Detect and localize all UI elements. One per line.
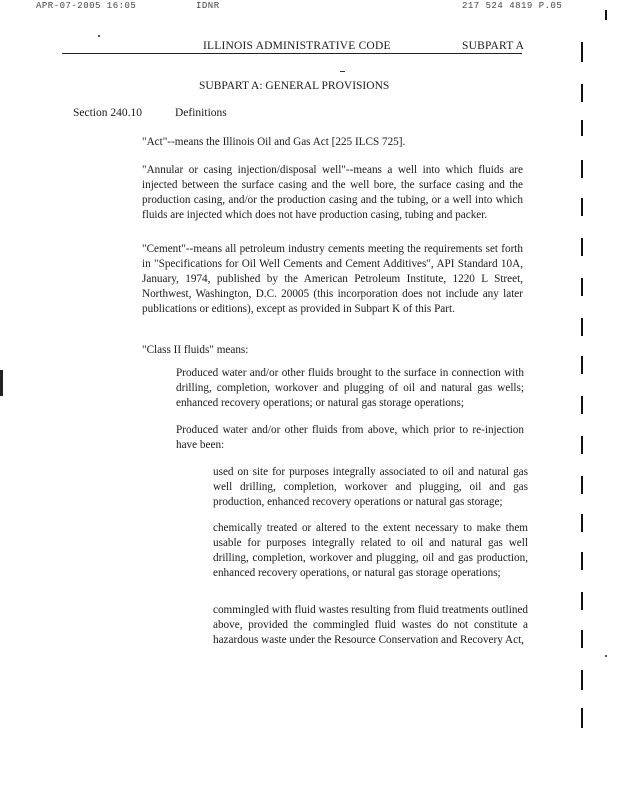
fax-date-time: APR-07-2005 16:05 (36, 1, 137, 11)
scan-edge-mark (605, 10, 607, 20)
subpart-label: SUBPART A (462, 40, 525, 52)
scan-edge-mark (581, 552, 583, 570)
fax-sender: IDNR (196, 1, 220, 11)
reinjection-subitem-chemically-treated: chemically treated or altered to the extent necessary to make them usable for purposes integrally related to oil and natural gas well drilling, completion, workover and plugging, oil and gas production, enhanced recovery operations, or natural gas storage operations; (213, 522, 528, 579)
definition-annular-well: "Annular or casing injection/disposal well"--means a well into which fluids are injected between the surface casing and the well bore, the surface casing and the production casing, and/or the production casing and the tubing, or a well into which fluids are injected which does not have production casing, tubing and packer. (142, 164, 523, 221)
scan-edge-mark (581, 42, 583, 62)
scan-edge-mark (581, 318, 583, 336)
code-title: ILLINOIS ADMINISTRATIVE CODE (203, 40, 391, 52)
reinjection-subitem-used-on-site: used on site for purposes integrally associated to oil and natural gas well drilling, completion, workover and plugging, oil and gas production, enhanced recovery operations or natural gas storage; (213, 466, 528, 508)
scan-edge-mark (581, 514, 583, 532)
scan-edge-mark (581, 356, 583, 374)
definition-cement: "Cement"--means all petroleum industry cements meeting the requirements set forth in "Specifications for Oil Well Cements and Cement Additives", API Standard 10A, January, 1974, published by the American Petroleum Institute, 1220 L Street, Northwest, Washington, D.C. 20005 (this incorporation does not include any later publications or editions), except as provided in Subpart K of this Part. (142, 243, 523, 315)
header-rule (62, 53, 522, 54)
section-number: Section 240.10 (73, 107, 142, 119)
fax-number-page: 217 524 4819 P.05 (462, 1, 563, 11)
definition-class-ii-fluids: "Class II fluids" means: (142, 344, 249, 356)
scan-edge-mark (581, 476, 583, 494)
reinjection-subitem-commingled: commingled with fluid wastes resulting from fluid treatments outlined above, provided the commingled fluid wastes do not constitute a hazardous waste under the Resource Conservation and Recovery Act, (213, 604, 528, 646)
scan-edge-mark (581, 630, 583, 648)
scan-edge-mark (581, 198, 583, 216)
scan-dash (340, 71, 345, 72)
scan-edge-mark (581, 396, 583, 414)
scan-speck (98, 35, 100, 37)
scan-edge-mark (581, 436, 583, 454)
scan-edge-mark (581, 84, 583, 102)
scan-edge-mark (581, 708, 583, 728)
section-name: Definitions (175, 107, 227, 119)
scan-edge-mark (581, 278, 583, 296)
definition-act: "Act"--means the Illinois Oil and Gas Act [225 ILCS 725]. (142, 136, 406, 148)
subpart-title: SUBPART A: GENERAL PROVISIONS (199, 80, 390, 92)
class-ii-item-produced-water: Produced water and/or other fluids brought to the surface in connection with drilling, completion, workover and plugging of oil and natural gas wells; enhanced recovery operations; or natural gas storage operations; (176, 367, 524, 409)
scan-edge-mark (581, 238, 583, 256)
scan-edge-mark (581, 160, 583, 178)
scan-left-mark (0, 370, 3, 396)
scan-edge-mark (581, 120, 583, 136)
scan-speck (605, 655, 607, 657)
scan-edge-mark (581, 670, 583, 690)
scan-edge-mark (581, 592, 583, 610)
class-ii-item-reinjection: Produced water and/or other fluids from above, which prior to re-injection have been: (176, 424, 524, 451)
